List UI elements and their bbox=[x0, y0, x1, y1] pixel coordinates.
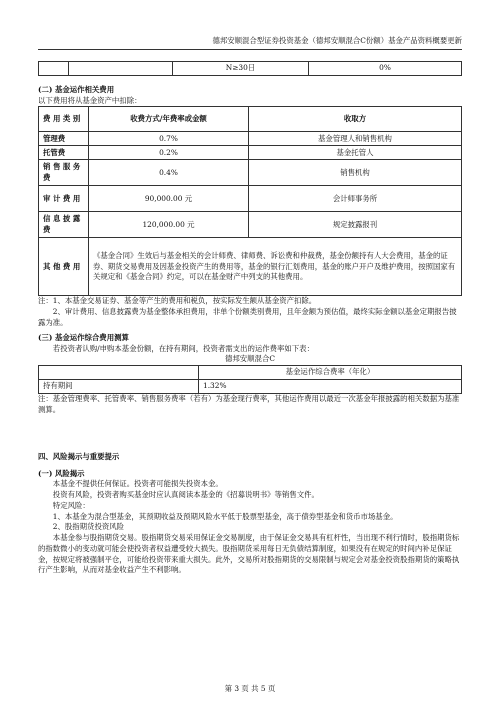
fee-note: 2、审计费用、信息披露费为基金整体承担费用，非单个份额类别费用，且年金额为预估值，最终实际金额以基金定期报告披露为准。 bbox=[38, 307, 457, 327]
page-header: 德邦安顺混合型证券投资基金（德邦安顺混合C份额）基金产品资料概要更新 bbox=[212, 36, 462, 45]
risk-paragraph: 2、股指期货投资风险 bbox=[52, 522, 125, 532]
section-intro: 若投资者认购/申购本基金份额，在持有期间，投资者需支出的运作费率如下表： bbox=[52, 343, 314, 353]
table-row bbox=[39, 146, 462, 160]
fee-payee: 基金管理人和销售机构 bbox=[249, 132, 462, 146]
fee-type: 信 息 披 露费 bbox=[39, 212, 89, 238]
fee-type: 审 计 费 用 bbox=[39, 186, 89, 212]
column-header: 基金运作综合费率（年化） bbox=[199, 366, 462, 380]
fee-type: 托管费 bbox=[39, 146, 89, 160]
fee-type: 其 他 费 用 bbox=[39, 238, 89, 296]
table-cell-empty bbox=[39, 62, 69, 76]
redemption-rate-cell: 0% bbox=[309, 62, 462, 76]
page-number: 第 3 页 共 5 页 bbox=[224, 684, 276, 693]
risk-section bbox=[38, 452, 462, 576]
risk-paragraph: 特定风险： bbox=[52, 500, 90, 510]
table-row bbox=[39, 212, 462, 238]
risk-paragraph: 本基金不提供任何保证。投资者可能损失投资本金。 bbox=[52, 479, 223, 489]
header-rule bbox=[38, 49, 462, 50]
section-title: 四、风险揭示与重要提示 bbox=[38, 452, 120, 461]
table-cell-empty bbox=[69, 62, 173, 76]
table-cell-empty bbox=[39, 366, 199, 380]
holding-period-cell: N≥30日 bbox=[173, 62, 309, 76]
comp-fee-table bbox=[38, 365, 462, 394]
subsection-title: (一) 风险揭示 bbox=[38, 468, 85, 478]
fee-payee: 会计师事务所 bbox=[249, 186, 462, 212]
fee-payee: 规定披露报刊 bbox=[249, 212, 462, 238]
redemption-fee-table bbox=[38, 61, 462, 76]
row-label: 持有期间 bbox=[39, 380, 199, 394]
fee-rate: 120,000.00 元 bbox=[89, 212, 249, 238]
risk-paragraph: 1、本基金为混合型基金，其预期收益及预期风险水平低于股票型基金，高于债券型基金和货币市场基金。 bbox=[52, 511, 398, 521]
other-fee-text: 《基金合同》生效后与基金相关的会计师费、律师费、诉讼费和仲裁费，基金份额持有人大会费用，基金的证券、期货交易费用及因基金投资产生的费用等，基金的银行汇划费用，基金的账户开户及维护费用，按照国家有关规定和《基金合同》约定，可以在基金财产中列支的其他费用。 bbox=[89, 238, 462, 296]
fee-note: 注：1、本基金交易证券、基金等产生的费用和税负，按实际发生额从基金资产扣除。 bbox=[38, 296, 317, 306]
row-value: 1.32% bbox=[199, 380, 462, 394]
ops-fee-table bbox=[38, 106, 462, 296]
column-header: 收费方式/年费率或金额 bbox=[89, 107, 249, 132]
fee-rate: 0.2% bbox=[89, 146, 249, 160]
table-row bbox=[39, 380, 462, 394]
risk-paragraph: 本基金参与股指期货交易。股指期货交易采用保证金交易制度，由于保证金交易具有杠杆性，当出现不利行情时，股指期货标的指数微小的变动就可能会使投资者权益遭受较大损失。股指期货采用每日无负债结算制度，如果没有在规定的时间内补足保证金，按规定将被强制平仓，可能给投资带来重大损失。此外，交易所对股指期货的交易限制与规定会对基金投资股指期货的策略执行产生影响，从而对基金收益产生不利影响。 bbox=[38, 533, 460, 575]
fee-rate: 0.7% bbox=[89, 132, 249, 146]
table-row bbox=[39, 238, 462, 296]
table-title: 德邦安顺混合C bbox=[225, 354, 275, 364]
ops-fee-section bbox=[38, 85, 462, 329]
table-row bbox=[39, 186, 462, 212]
fee-payee: 基金托管人 bbox=[249, 146, 462, 160]
comp-fee-section bbox=[38, 333, 462, 416]
section-intro: 以下费用将从基金资产中扣除： bbox=[38, 95, 142, 105]
fee-rate: 90,000.00 元 bbox=[89, 186, 249, 212]
section-title: (二) 基金运作相关费用 bbox=[38, 85, 115, 94]
column-header: 收取方 bbox=[249, 107, 462, 132]
column-header: 费 用 类 别 bbox=[39, 107, 89, 132]
fee-type: 管理费 bbox=[39, 132, 89, 146]
risk-paragraph: 投资有风险，投资者购买基金时应认真阅读本基金的《招募说明书》等销售文件。 bbox=[52, 490, 319, 500]
comp-note: 注：基金管理费率、托管费率、销售服务费率（若有）为基金现行费率，其他运作费用以最近一次基金年报披露的相关数据为基准测算。 bbox=[38, 394, 460, 414]
fee-payee: 销售机构 bbox=[249, 160, 462, 186]
table-row bbox=[39, 160, 462, 186]
fee-rate: 0.4% bbox=[89, 160, 249, 186]
section-title: (三) 基金运作综合费用测算 bbox=[38, 333, 129, 342]
table-row bbox=[39, 132, 462, 146]
fee-type: 销 售 服 务费 bbox=[39, 160, 89, 186]
